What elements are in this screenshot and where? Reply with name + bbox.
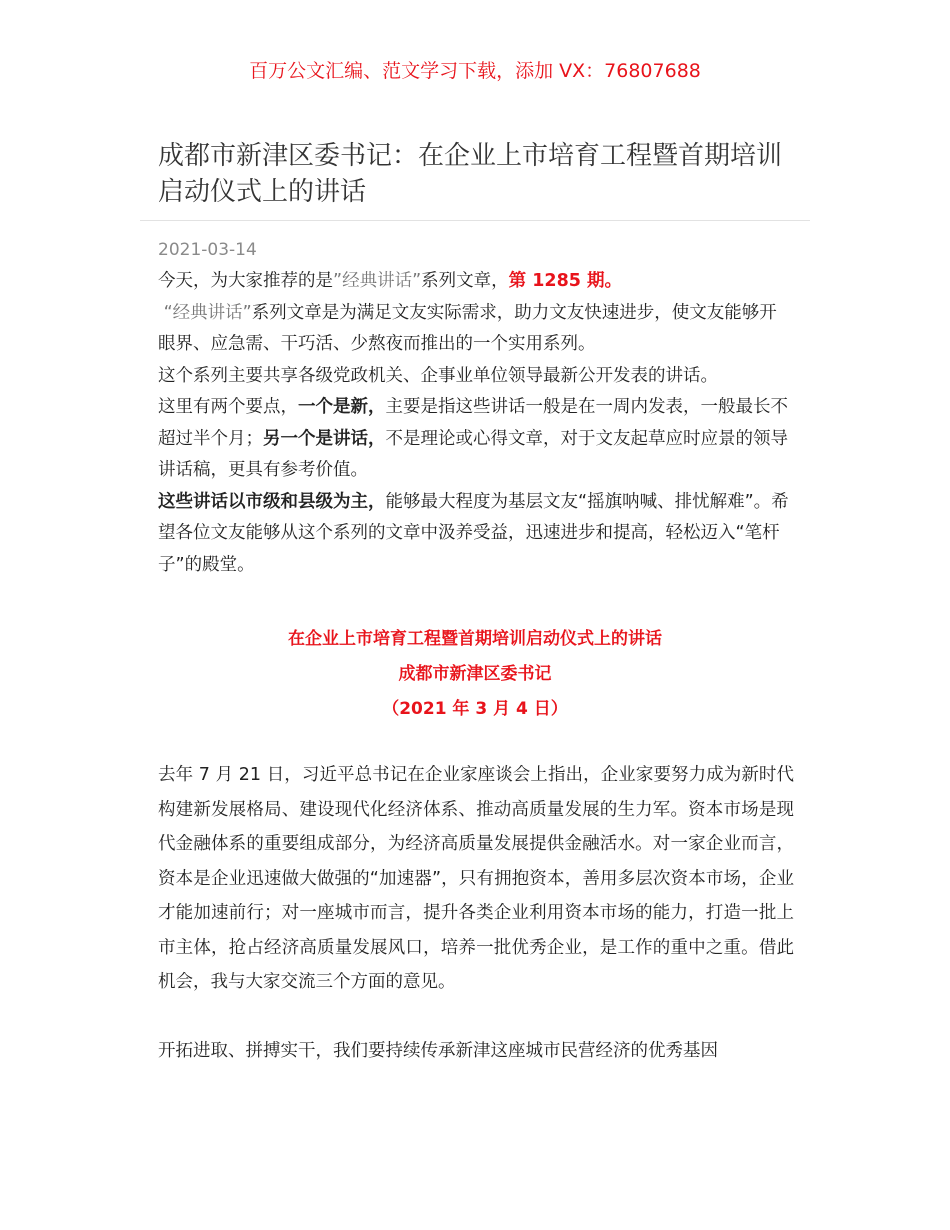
speech-speaker: 成都市新津区委书记 [398,664,552,684]
intro-section [158,266,794,581]
body-paragraph: 去年 7 月 21 日，习近平总书记在企业家座谈会上指出，企业家要努力成为新时代构建新发展格局、建设现代化经济体系、推动高质量发展的生力军。资本市场是现代金融体系的重要组成部分，为经济高质量发展提供金融活水。对一家企业而言，资本是企业迅速做大做强的“加速器”，只有拥抱资本，善用多层次资本市场，企业才能加速前行；对一座城市而言，提升各类企业利用资本市场的能力，打造一批上市主体，抢占经济高质量发展风口，培养一批优秀企业，是工作的重中之重。借此机会，我与大家交流三个方面的意见。 [158,765,794,992]
text: 不是理论或心得文章，对于文友起草应时应景的领导讲话稿，更具有参考价值。 [158,428,788,480]
intro-paragraph [158,266,794,298]
text: 系列文章是为满足文友实际需求，助力文友快速进步，使文友能够开眼界、应急需、干巧活、少熬夜而推出的一个实用系列。 [158,302,777,354]
emphasis: 另一个是讲话， [263,428,386,449]
speech-body [158,758,794,1102]
emphasis: 这些讲话以市级和县级为主， [158,491,386,512]
intro-paragraph [158,298,794,361]
text: 主要是指这些讲话一般是在一周内发表，一般最长不超过半个月； [158,397,788,449]
speech-heading [0,622,950,727]
intro-paragraph [158,392,794,487]
promo-banner: 百万公文汇编、范文学习下载，添加 VX：76807688 [249,60,701,82]
series-name: “经典讲话” [163,302,252,323]
body-paragraph: 开拓进取、拼搏实干，我们要持续传承新津这座城市民营经济的优秀基因 [158,1040,718,1061]
text: 今天，为大家推荐的是 [158,271,333,291]
intro-paragraph: 这个系列主要共享各级党政机关、企事业单位领导最新公开发表的讲话。 [158,365,718,386]
text: 系列文章， [421,271,509,291]
speech-title: 在企业上市培育工程暨首期培训启动仪式上的讲话 [288,629,662,649]
intro-paragraph [158,487,794,582]
speech-date: （2021 年 3 月 4 日） [382,699,568,719]
page-title: 成都市新津区委书记：在企业上市培育工程暨首期培训启动仪式上的讲话 [158,141,783,207]
issue-number: 第 1285 期。 [508,271,623,291]
series-name: ”经典讲话” [333,271,422,291]
text: 这里有两个要点， [158,397,298,417]
publish-date: 2021-03-14 [158,240,257,260]
emphasis: 一个是新， [298,397,386,417]
text: 能够最大程度为基层文友“摇旗呐喊、排忧解难”。希望各位文友能够从这个系列的文章中汲养受益，迅速进步和提高，轻松迈入“笔杆子”的殿堂。 [158,491,789,575]
title-divider [140,220,810,221]
